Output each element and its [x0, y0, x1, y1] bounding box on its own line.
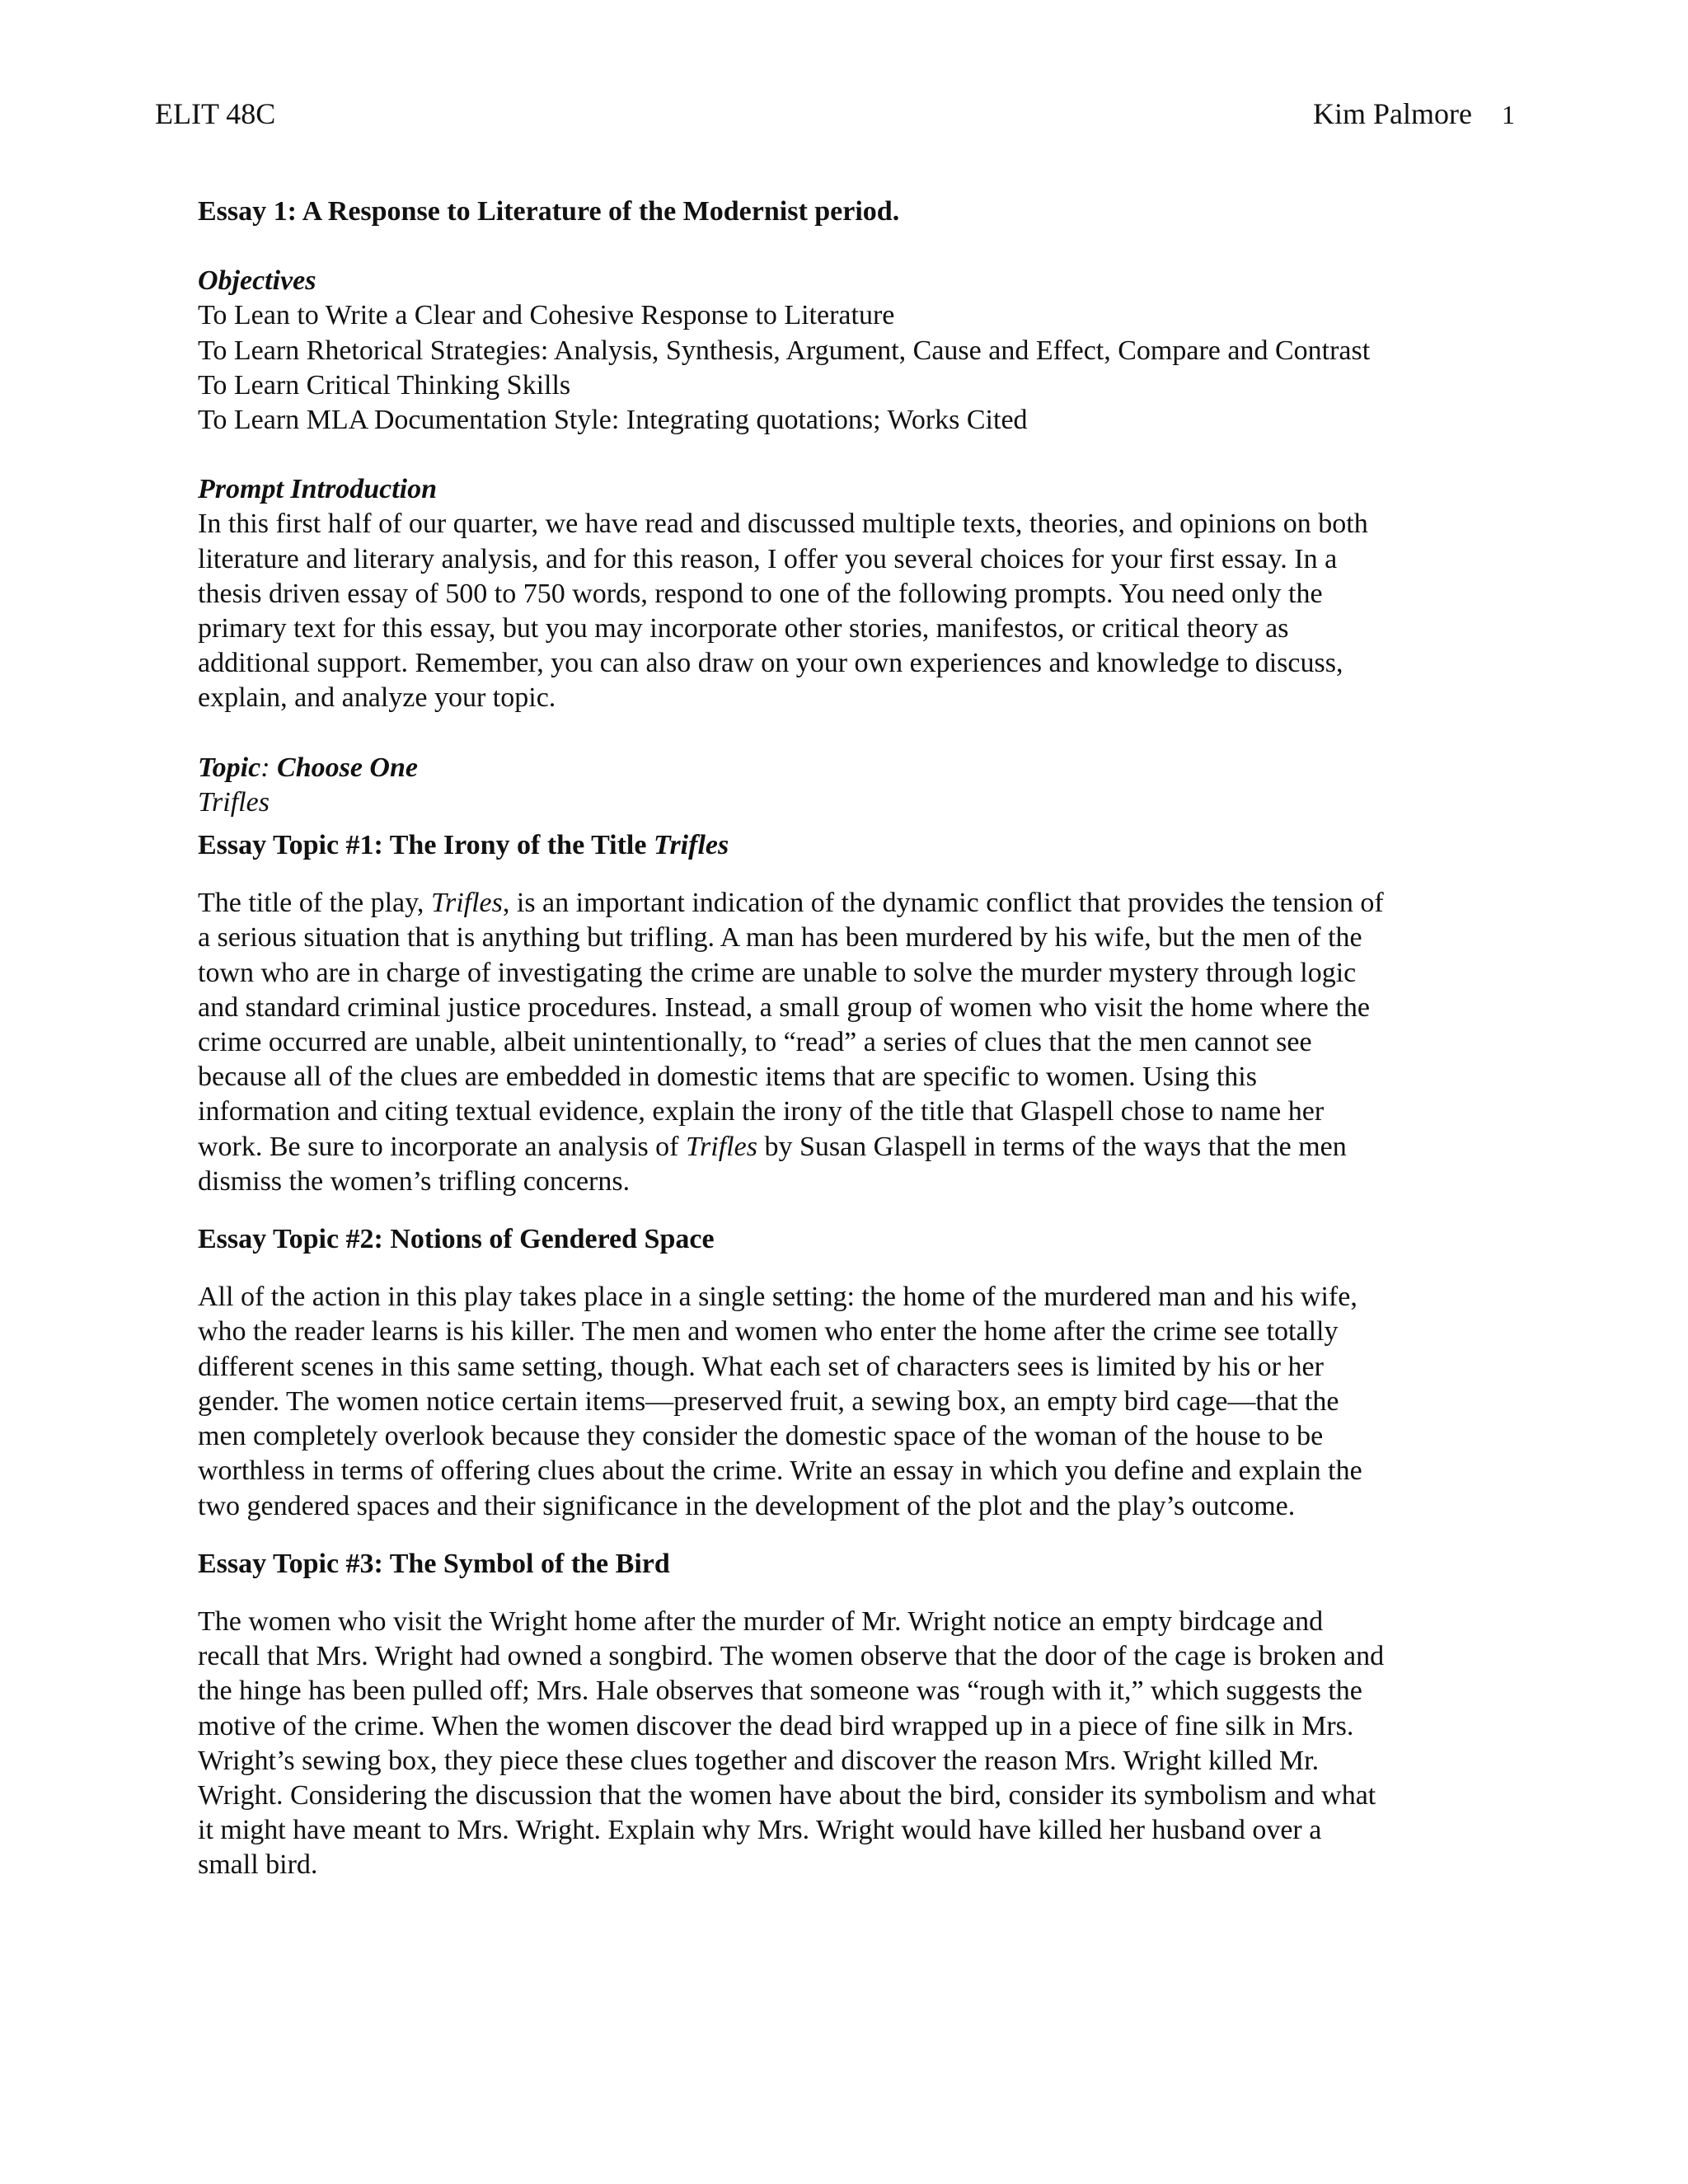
essay-title: Essay 1: A Response to Literature of the Modernist period.	[198, 196, 900, 227]
page-number: 1	[1502, 100, 1515, 129]
topic3-line: Wright’s sewing box, they piece these clues together and discover the reason Mrs. Wright killed Mr.	[198, 1745, 1320, 1776]
topic1-heading-italic: Trifles	[653, 830, 729, 861]
topic3-line: motive of the crime. When the women discover the dead bird wrapped up in a piece of fine silk in Mrs.	[198, 1710, 1354, 1741]
topic1-line: crime occurred are unable, albeit unintentionally, to “read” a series of clues that the men cannot see	[198, 1027, 1312, 1058]
topic2-line: different scenes in this same setting, though. What each set of characters sees is limited by his or her	[198, 1351, 1324, 1382]
topic1-line	[198, 886, 1500, 921]
topic1-line: because all of the clues are embedded in domestic items that are specific to women. Using this	[198, 1062, 1257, 1093]
topic-subtitle: Trifles	[198, 786, 270, 818]
topic3-line: Wright. Considering the discussion that the women have about the bird, consider its symbolism and what	[198, 1779, 1376, 1811]
topic-heading-colon: :	[260, 752, 270, 783]
prompt-intro-line: primary text for this essay, but you may incorporate other stories, manifestos, or critical theory as	[198, 613, 1289, 644]
topic2-line: who the reader learns is his killer. The men and women who enter the home after the crime see totally	[198, 1316, 1339, 1347]
topic2-heading: Essay Topic #2: Notions of Gendered Space	[198, 1224, 715, 1255]
topic1-line: and standard criminal justice procedures. Instead, a small group of women who visit the home where the	[198, 991, 1370, 1023]
topic1-line: dismiss the women’s trifling concerns.	[198, 1165, 631, 1197]
topic2-line: All of the action in this play takes place in a single setting: the home of the murdered man and his wife,	[198, 1282, 1357, 1313]
topic3-line: The women who visit the Wright home after the murder of Mr. Wright notice an empty birdcage and	[198, 1605, 1324, 1637]
topic1-line	[198, 1130, 1500, 1165]
objective-item: To Learn Critical Thinking Skills	[198, 369, 571, 401]
topic1-line: town who are in charge of investigating the crime are unable to solve the murder mystery through logic	[198, 957, 1357, 988]
topic3-line: it might have meant to Mrs. Wright. Explain why Mrs. Wright would have killed her husband over a	[198, 1815, 1322, 1846]
topic3-line: the hinge has been pulled off; Mrs. Hale observes that someone was “rough with it,” which suggests the	[198, 1675, 1362, 1707]
topic1-line: information and citing textual evidence, explain the irony of the title that Glaspell chose to name her	[198, 1096, 1325, 1127]
prompt-intro-heading: Prompt Introduction	[198, 474, 438, 505]
objective-item: To Lean to Write a Clear and Cohesive Response to Literature	[198, 300, 895, 331]
topic2-line: two gendered spaces and their significance in the development of the plot and the play’s outcome.	[198, 1490, 1296, 1521]
prompt-intro-line: In this first half of our quarter, we have read and discussed multiple texts, theories, and opinions on both	[198, 509, 1368, 540]
objective-item: To Learn Rhetorical Strategies: Analysis, Synthesis, Argument, Cause and Effect, Compare and Contrast	[198, 335, 1371, 366]
course-code: ELIT 48C	[155, 97, 276, 130]
topic1-line: a serious situation that is anything but trifling. A man has been murdered by his wife, but the men of the	[198, 922, 1362, 954]
topic1-line1-italic: Trifles	[430, 888, 503, 919]
topic-heading-a: Topic	[198, 752, 261, 783]
topic3-line: recall that Mrs. Wright had owned a songbird. The women observe that the door of the cage is broken and	[198, 1641, 1385, 1672]
topic-heading-b: Choose One	[270, 752, 418, 783]
prompt-intro-line: additional support. Remember, you can also draw on your own experiences and knowledge to discuss,	[198, 648, 1343, 679]
topic1-heading	[198, 828, 1500, 863]
topic1-heading-text: Essay Topic #1: The Irony of the Title	[198, 830, 654, 861]
objective-item: To Learn MLA Documentation Style: Integrating quotations; Works Cited	[198, 405, 1028, 436]
topic2-line: worthless in terms of offering clues about the crime. Write an essay in which you define and explain the	[198, 1455, 1362, 1487]
objectives-heading: Objectives	[198, 265, 316, 297]
topic3-line: small bird.	[198, 1849, 318, 1881]
topic3-heading: Essay Topic #3: The Symbol of the Bird	[198, 1548, 670, 1579]
topic1-line8-a: work. Be sure to incorporate an analysis of	[198, 1131, 686, 1162]
prompt-intro-line: thesis driven essay of 500 to 750 words, respond to one of the following prompts. You need only the	[198, 578, 1323, 609]
prompt-intro-line: explain, and analyze your topic.	[198, 682, 556, 714]
topic2-line: men completely overlook because they consider the domestic space of the woman of the house to be	[198, 1421, 1324, 1452]
author-name: Kim Palmore	[1313, 97, 1472, 130]
topic1-line8-b: by Susan Glaspell in terms of the ways that the men	[757, 1131, 1347, 1162]
topic1-line1-a: The title of the play,	[198, 888, 431, 919]
page-header-right	[1313, 92, 1515, 136]
topic-heading	[198, 751, 1500, 785]
document-body	[198, 194, 1500, 1883]
topic1-line1-b: , is an important indication of the dynamic conflict that provides the tension of	[502, 888, 1384, 919]
prompt-intro-line: literature and literary analysis, and for this reason, I offer you several choices for your first essay. In a	[198, 543, 1338, 574]
topic1-line8-italic: Trifles	[686, 1131, 757, 1162]
topic2-line: gender. The women notice certain items—preserved fruit, a sewing box, an empty bird cage—that the	[198, 1385, 1339, 1417]
